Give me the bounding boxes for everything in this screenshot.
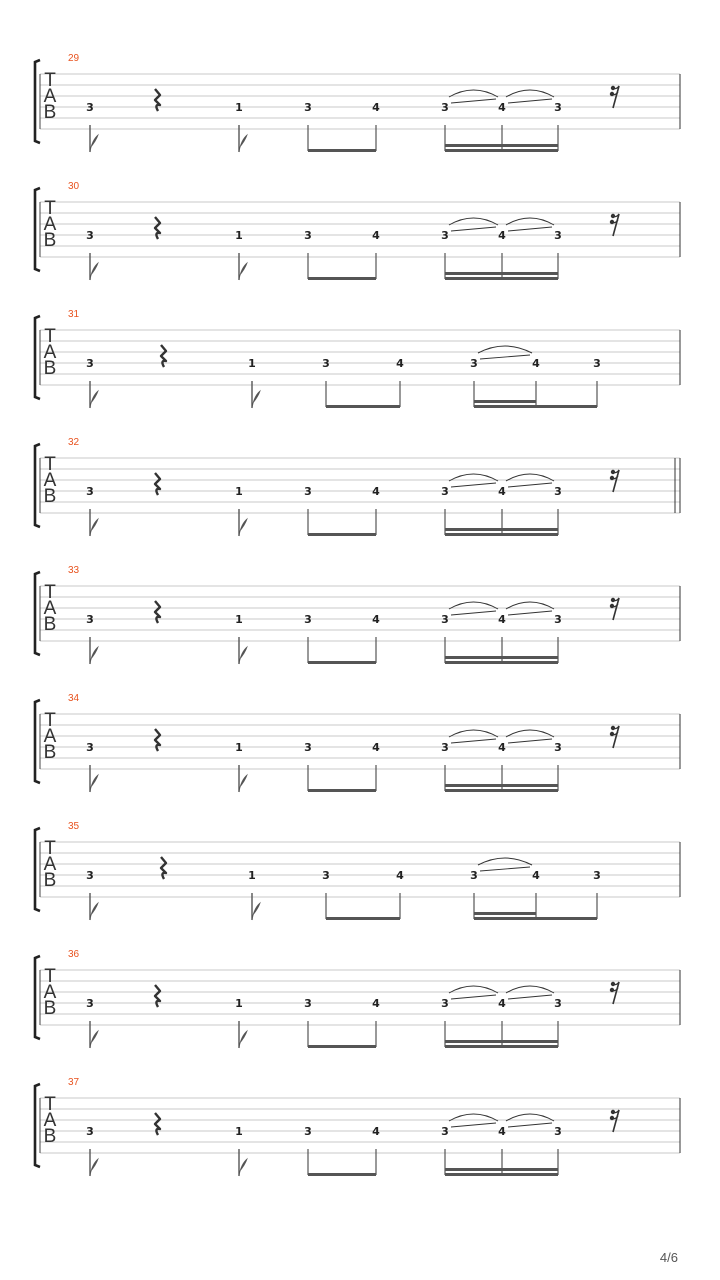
beam <box>308 1045 376 1048</box>
sixteenth-rest-icon <box>610 982 619 1004</box>
tab-clef-letter-b: B <box>43 614 57 635</box>
fret-number: 3 <box>441 613 449 626</box>
fret-number: 4 <box>498 101 506 114</box>
system-bracket <box>35 700 40 783</box>
tab-system-37 <box>35 1077 680 1176</box>
fret-number: 3 <box>554 613 562 626</box>
fret-number: 4 <box>498 741 506 754</box>
beam <box>445 661 558 664</box>
note-flag-icon <box>90 391 98 408</box>
hammer-on-slide-line <box>451 227 496 231</box>
tab-system-32 <box>35 437 680 536</box>
fret-number: 1 <box>235 613 243 626</box>
fret-number: 1 <box>235 229 243 242</box>
fret-number: 3 <box>304 485 312 498</box>
beam <box>445 1173 558 1176</box>
beam <box>445 533 558 536</box>
quarter-rest-icon <box>155 1113 160 1135</box>
fret-number: 4 <box>532 869 540 882</box>
fret-number: 3 <box>554 485 562 498</box>
measure-number: 34 <box>68 693 80 704</box>
beam <box>445 789 558 792</box>
beam <box>445 656 558 659</box>
tab-clef-letter-t: T <box>44 326 56 347</box>
quarter-rest-icon <box>155 473 160 495</box>
tab-clef-letter-a: A <box>43 726 57 747</box>
note-flag-icon <box>239 263 247 280</box>
tab-clef-letter-a: A <box>43 854 57 875</box>
beam <box>308 277 376 280</box>
beam <box>445 528 558 531</box>
fret-number: 3 <box>441 997 449 1010</box>
sixteenth-rest-icon <box>610 726 619 748</box>
system-bracket <box>35 444 40 527</box>
beam <box>308 149 376 152</box>
beam <box>308 789 376 792</box>
fret-number: 3 <box>593 357 601 370</box>
fret-number: 3 <box>441 229 449 242</box>
tab-system-33 <box>35 565 680 664</box>
fret-number: 3 <box>554 229 562 242</box>
fret-number: 4 <box>498 1125 506 1138</box>
system-bracket <box>35 188 40 271</box>
fret-number: 4 <box>372 613 380 626</box>
tab-system-34 <box>35 693 680 792</box>
tab-clef-letter-t: T <box>44 966 56 987</box>
fret-number: 3 <box>554 997 562 1010</box>
page-number: 4/6 <box>659 1250 678 1265</box>
tab-clef-letter-a: A <box>43 214 57 235</box>
fret-number: 3 <box>554 1125 562 1138</box>
fret-number: 1 <box>235 485 243 498</box>
beam <box>445 277 558 280</box>
fret-number: 1 <box>248 357 256 370</box>
beam <box>445 1168 558 1171</box>
tab-clef-letter-a: A <box>43 1110 57 1131</box>
beam <box>445 149 558 152</box>
fret-number: 3 <box>304 1125 312 1138</box>
beam <box>308 661 376 664</box>
quarter-rest-icon <box>161 857 166 879</box>
tab-clef-letter-b: B <box>43 102 57 123</box>
system-bracket <box>35 316 40 399</box>
beam <box>474 917 597 920</box>
fret-number: 3 <box>304 229 312 242</box>
fret-number: 1 <box>235 741 243 754</box>
tab-clef-letter-t: T <box>44 582 56 603</box>
fret-number: 1 <box>248 869 256 882</box>
tab-clef-letter-b: B <box>43 358 57 379</box>
hammer-on-slide-line <box>451 611 496 615</box>
note-flag-icon <box>252 391 260 408</box>
tab-clef-letter-b: B <box>43 230 57 251</box>
fret-number: 3 <box>86 997 94 1010</box>
beam <box>445 1045 558 1048</box>
beam <box>326 405 400 408</box>
fret-number: 3 <box>441 485 449 498</box>
fret-number: 3 <box>86 229 94 242</box>
hammer-on-slide-line <box>508 739 552 743</box>
tab-system-31 <box>35 309 680 408</box>
quarter-rest-icon <box>161 345 166 367</box>
tab-clef-letter-t: T <box>44 70 56 91</box>
tab-clef-letter-t: T <box>44 454 56 475</box>
tab-clef-letter-a: A <box>43 598 57 619</box>
note-flag-icon <box>90 519 98 536</box>
system-bracket <box>35 572 40 655</box>
fret-number: 4 <box>372 997 380 1010</box>
fret-number: 1 <box>235 997 243 1010</box>
tab-clef-letter-a: A <box>43 982 57 1003</box>
hammer-on-slide-line <box>508 995 552 999</box>
hammer-on-slide-line <box>451 739 496 743</box>
fret-number: 4 <box>396 357 404 370</box>
quarter-rest-icon <box>155 217 160 239</box>
fret-number: 4 <box>372 485 380 498</box>
hammer-on-slide-line <box>451 995 496 999</box>
fret-number: 4 <box>532 357 540 370</box>
fret-number: 3 <box>86 1125 94 1138</box>
fret-number: 3 <box>304 101 312 114</box>
system-bracket <box>35 1084 40 1167</box>
tab-clef-letter-b: B <box>43 998 57 1019</box>
fret-number: 3 <box>470 869 478 882</box>
sixteenth-rest-icon <box>610 470 619 492</box>
tab-clef-letter-b: B <box>43 742 57 763</box>
note-flag-icon <box>90 775 98 792</box>
sixteenth-rest-icon <box>610 598 619 620</box>
fret-number: 4 <box>372 1125 380 1138</box>
fret-number: 4 <box>372 101 380 114</box>
note-flag-icon <box>252 903 260 920</box>
note-flag-icon <box>239 1031 247 1048</box>
tab-clef-letter-a: A <box>43 470 57 491</box>
sixteenth-rest-icon <box>610 1110 619 1132</box>
beam <box>474 405 597 408</box>
tab-clef-letter-b: B <box>43 486 57 507</box>
fret-number: 4 <box>498 613 506 626</box>
fret-number: 3 <box>86 485 94 498</box>
tab-system-36 <box>35 949 680 1048</box>
note-flag-icon <box>239 519 247 536</box>
beam <box>308 533 376 536</box>
fret-number: 3 <box>86 869 94 882</box>
tab-system-29 <box>35 53 680 152</box>
fret-number: 3 <box>441 741 449 754</box>
fret-number: 3 <box>554 101 562 114</box>
note-flag-icon <box>239 647 247 664</box>
hammer-on-slide-line <box>508 99 552 103</box>
beam <box>474 400 536 403</box>
beam <box>326 917 400 920</box>
beam <box>445 272 558 275</box>
note-flag-icon <box>90 1159 98 1176</box>
note-flag-icon <box>90 1031 98 1048</box>
note-flag-icon <box>90 135 98 152</box>
beam <box>445 1040 558 1043</box>
tab-clef-letter-b: B <box>43 1126 57 1147</box>
note-flag-icon <box>90 647 98 664</box>
fret-number: 4 <box>372 229 380 242</box>
fret-number: 3 <box>86 741 94 754</box>
tab-clef-letter-t: T <box>44 838 56 859</box>
fret-number: 3 <box>304 741 312 754</box>
note-flag-icon <box>239 1159 247 1176</box>
hammer-on-slide-line <box>508 227 552 231</box>
hammer-on-slide-line <box>480 355 530 359</box>
quarter-rest-icon <box>155 729 160 751</box>
fret-number: 4 <box>498 485 506 498</box>
sixteenth-rest-icon <box>610 86 619 108</box>
tab-clef-letter-b: B <box>43 870 57 891</box>
quarter-rest-icon <box>155 601 160 623</box>
hammer-on-slide-line <box>508 611 552 615</box>
system-bracket <box>35 828 40 911</box>
fret-number: 3 <box>554 741 562 754</box>
tab-clef-letter-t: T <box>44 198 56 219</box>
fret-number: 4 <box>372 741 380 754</box>
quarter-rest-icon <box>155 985 160 1007</box>
tab-clef-letter-a: A <box>43 86 57 107</box>
note-flag-icon <box>90 903 98 920</box>
tab-system-35 <box>35 821 680 920</box>
fret-number: 4 <box>396 869 404 882</box>
fret-number: 4 <box>498 229 506 242</box>
system-bracket <box>35 956 40 1039</box>
tab-clef-letter-t: T <box>44 1094 56 1115</box>
note-flag-icon <box>239 775 247 792</box>
tab-system-30 <box>35 181 680 280</box>
measure-number: 33 <box>68 565 80 576</box>
system-bracket <box>35 60 40 143</box>
beam <box>308 1173 376 1176</box>
hammer-on-slide-line <box>451 99 496 103</box>
beam <box>445 784 558 787</box>
tab-clef-letter-a: A <box>43 342 57 363</box>
beam <box>445 144 558 147</box>
fret-number: 3 <box>322 869 330 882</box>
fret-number: 3 <box>86 613 94 626</box>
note-flag-icon <box>239 135 247 152</box>
fret-number: 3 <box>441 101 449 114</box>
measure-number: 35 <box>68 821 80 832</box>
hammer-on-slide-line <box>451 1123 496 1127</box>
fret-number: 3 <box>322 357 330 370</box>
fret-number: 3 <box>593 869 601 882</box>
fret-number: 3 <box>86 101 94 114</box>
hammer-on-slide-line <box>508 483 552 487</box>
beam <box>474 912 536 915</box>
fret-number: 3 <box>304 613 312 626</box>
measure-number: 36 <box>68 949 80 960</box>
fret-number: 4 <box>498 997 506 1010</box>
measure-number: 30 <box>68 181 80 192</box>
fret-number: 1 <box>235 101 243 114</box>
fret-number: 3 <box>86 357 94 370</box>
hammer-on-slide-line <box>480 867 530 871</box>
measure-number: 37 <box>68 1077 80 1088</box>
note-flag-icon <box>90 263 98 280</box>
tab-clef-letter-t: T <box>44 710 56 731</box>
fret-number: 3 <box>470 357 478 370</box>
measure-number: 31 <box>68 309 80 320</box>
fret-number: 3 <box>441 1125 449 1138</box>
hammer-on-slide-line <box>451 483 496 487</box>
measure-number: 32 <box>68 437 80 448</box>
quarter-rest-icon <box>155 89 160 111</box>
hammer-on-slide-line <box>508 1123 552 1127</box>
fret-number: 1 <box>235 1125 243 1138</box>
measure-number: 29 <box>68 53 80 64</box>
sixteenth-rest-icon <box>610 214 619 236</box>
fret-number: 3 <box>304 997 312 1010</box>
